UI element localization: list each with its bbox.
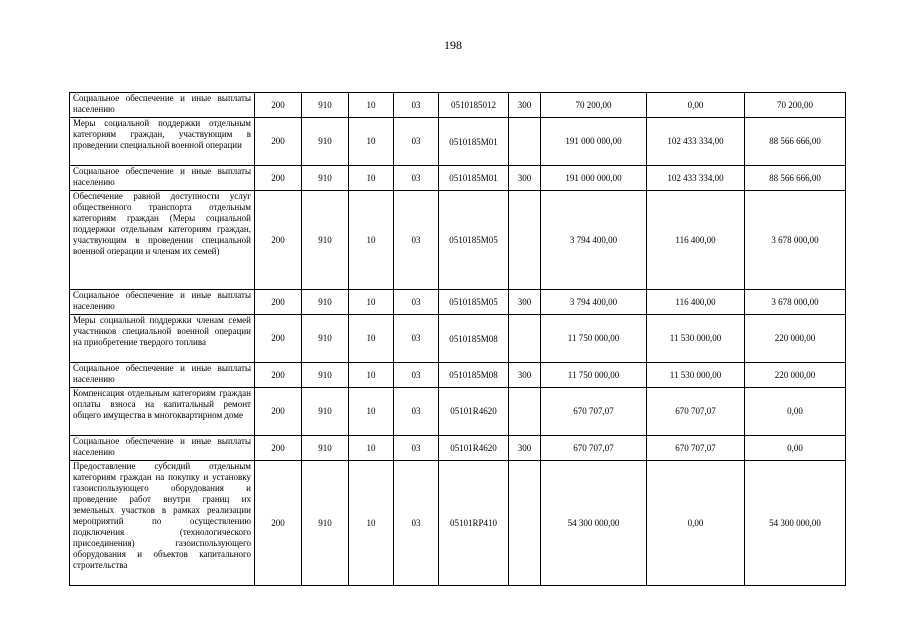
cell-admin: 910 — [302, 436, 349, 461]
cell-admin: 910 — [302, 191, 349, 290]
cell-amount-2: 116 400,00 — [647, 290, 745, 315]
cell-target-code — [439, 191, 509, 290]
cell-section: 10 — [349, 118, 394, 166]
cell-ministry: 200 — [255, 315, 302, 363]
cell-amount-3: 0,00 — [745, 388, 846, 436]
target-code-text: 0510185M08 — [449, 370, 498, 380]
cell-subsection: 03 — [394, 436, 439, 461]
cell-expense-type — [509, 315, 541, 363]
target-code-text: 05101RP410 — [449, 518, 497, 528]
target-code-text: 0510185M01 — [449, 136, 498, 147]
cell-amount-3: 220 000,00 — [745, 315, 846, 363]
cell-amount-total: 11 750 000,00 — [541, 363, 647, 388]
row-name: Социальное обеспечение и иные выплаты населению — [70, 290, 255, 315]
cell-amount-3: 3 678 000,00 — [745, 290, 846, 315]
cell-expense-type — [509, 388, 541, 436]
cell-amount-3: 220 000,00 — [745, 363, 846, 388]
cell-subsection: 03 — [394, 290, 439, 315]
cell-expense-type — [509, 191, 541, 290]
cell-ministry: 200 — [255, 166, 302, 191]
cell-amount-total: 3 794 400,00 — [541, 290, 647, 315]
cell-amount-2: 0,00 — [647, 461, 745, 586]
cell-expense-type — [509, 118, 541, 166]
row-name: Компенсация отдельным категориям граждан оплаты взноса на капитальный ремонт общего имущества в многоквартирном доме — [70, 388, 255, 436]
cell-amount-total: 670 707,07 — [541, 388, 647, 436]
target-code-text: 0510185M01 — [449, 173, 498, 183]
cell-target-code: 05101R4620 — [439, 436, 509, 461]
cell-admin: 910 — [302, 118, 349, 166]
cell-ministry: 200 — [255, 191, 302, 290]
cell-target-code — [439, 315, 509, 363]
cell-amount-3: 88 566 666,00 — [745, 166, 846, 191]
row-name: Меры социальной поддержки отдельным категориям граждан, участвующим в проведении специальной военной операции — [70, 118, 255, 166]
cell-amount-2: 102 433 334,00 — [647, 118, 745, 166]
table-row — [70, 388, 846, 436]
cell-ministry: 200 — [255, 118, 302, 166]
budget-table — [69, 92, 846, 586]
cell-section: 10 — [349, 191, 394, 290]
cell-admin: 910 — [302, 461, 349, 586]
cell-subsection: 03 — [394, 461, 439, 586]
cell-expense-type: 300 — [509, 93, 541, 118]
cell-ministry: 200 — [255, 93, 302, 118]
cell-amount-2: 670 707,07 — [647, 388, 745, 436]
row-name: Социальное обеспечение и иные выплаты населению — [70, 93, 255, 118]
cell-amount-total: 670 707,07 — [541, 436, 647, 461]
table-row — [70, 436, 846, 461]
cell-ministry: 200 — [255, 388, 302, 436]
target-code-text: 0510185M05 — [449, 297, 498, 307]
cell-amount-3: 54 300 000,00 — [745, 461, 846, 586]
row-name: Социальное обеспечение и иные выплаты населению — [70, 166, 255, 191]
cell-amount-total: 54 300 000,00 — [541, 461, 647, 586]
cell-section: 10 — [349, 290, 394, 315]
table-row — [70, 191, 846, 290]
cell-expense-type: 300 — [509, 436, 541, 461]
cell-ministry: 200 — [255, 461, 302, 586]
cell-ministry: 200 — [255, 436, 302, 461]
cell-amount-3: 3 678 000,00 — [745, 191, 846, 290]
cell-target-code: 0510185012 — [439, 93, 509, 118]
cell-target-code — [439, 118, 509, 166]
cell-subsection: 03 — [394, 315, 439, 363]
cell-amount-3: 88 566 666,00 — [745, 118, 846, 166]
cell-subsection: 03 — [394, 93, 439, 118]
row-name: Социальное обеспечение и иные выплаты населению — [70, 363, 255, 388]
row-name: Социальное обеспечение и иные выплаты населению — [70, 436, 255, 461]
cell-amount-2: 102 433 334,00 — [647, 166, 745, 191]
cell-amount-3: 70 200,00 — [745, 93, 846, 118]
cell-expense-type: 300 — [509, 363, 541, 388]
cell-admin: 910 — [302, 363, 349, 388]
target-code-text: 0510185M05 — [449, 235, 498, 245]
cell-ministry: 200 — [255, 363, 302, 388]
row-name: Предоставление субсидий отдельным категориям граждан на покупку и установку газоиспользующего оборудования и проведение работ внутри границ их земельных участков в рамках реализации мероприятий по осуществлению подключения (технологического присоединения) газоиспользующего оборудования и объектов капитального строительства — [70, 461, 255, 586]
cell-section: 10 — [349, 93, 394, 118]
cell-amount-2: 11 530 000,00 — [647, 363, 745, 388]
cell-amount-2: 0,00 — [647, 93, 745, 118]
cell-ministry: 200 — [255, 290, 302, 315]
cell-section: 10 — [349, 461, 394, 586]
table-row — [70, 118, 846, 166]
cell-amount-total: 191 000 000,00 — [541, 166, 647, 191]
table-row — [70, 290, 846, 315]
cell-amount-2: 670 707,07 — [647, 436, 745, 461]
cell-subsection: 03 — [394, 118, 439, 166]
cell-target-code — [439, 363, 509, 388]
cell-subsection: 03 — [394, 388, 439, 436]
cell-amount-total: 11 750 000,00 — [541, 315, 647, 363]
target-code-text: 0510185M08 — [449, 333, 498, 344]
cell-admin: 910 — [302, 315, 349, 363]
table-row — [70, 461, 846, 586]
table-row — [70, 315, 846, 363]
cell-section: 10 — [349, 436, 394, 461]
table-row — [70, 363, 846, 388]
cell-amount-total: 191 000 000,00 — [541, 118, 647, 166]
cell-amount-2: 11 530 000,00 — [647, 315, 745, 363]
cell-subsection: 03 — [394, 191, 439, 290]
cell-section: 10 — [349, 363, 394, 388]
cell-amount-total: 3 794 400,00 — [541, 191, 647, 290]
table-row — [70, 166, 846, 191]
cell-expense-type: 300 — [509, 290, 541, 315]
cell-target-code — [439, 166, 509, 191]
row-name: Меры социальной поддержки членам семей участников специальной военной операции на приобретение твердого топлива — [70, 315, 255, 363]
table-row — [70, 93, 846, 118]
cell-admin: 910 — [302, 290, 349, 315]
cell-subsection: 03 — [394, 363, 439, 388]
page-number: 198 — [444, 38, 462, 52]
cell-amount-3: 0,00 — [745, 436, 846, 461]
cell-admin: 910 — [302, 166, 349, 191]
cell-expense-type — [509, 461, 541, 586]
cell-section: 10 — [349, 388, 394, 436]
cell-section: 10 — [349, 315, 394, 363]
row-name: Обеспечение равной доступности услуг общественного транспорта отдельным категориям граждан (Меры социальной поддержки отдельным категориям граждан, участвующим в проведении специальной военной операции и членам их семей) — [70, 191, 255, 290]
cell-admin: 910 — [302, 388, 349, 436]
cell-admin: 910 — [302, 93, 349, 118]
cell-amount-total: 70 200,00 — [541, 93, 647, 118]
cell-target-code — [439, 290, 509, 315]
cell-amount-2: 116 400,00 — [647, 191, 745, 290]
cell-expense-type: 300 — [509, 166, 541, 191]
cell-subsection: 03 — [394, 166, 439, 191]
cell-target-code: 05101R4620 — [439, 388, 509, 436]
cell-target-code — [439, 461, 509, 586]
cell-section: 10 — [349, 166, 394, 191]
